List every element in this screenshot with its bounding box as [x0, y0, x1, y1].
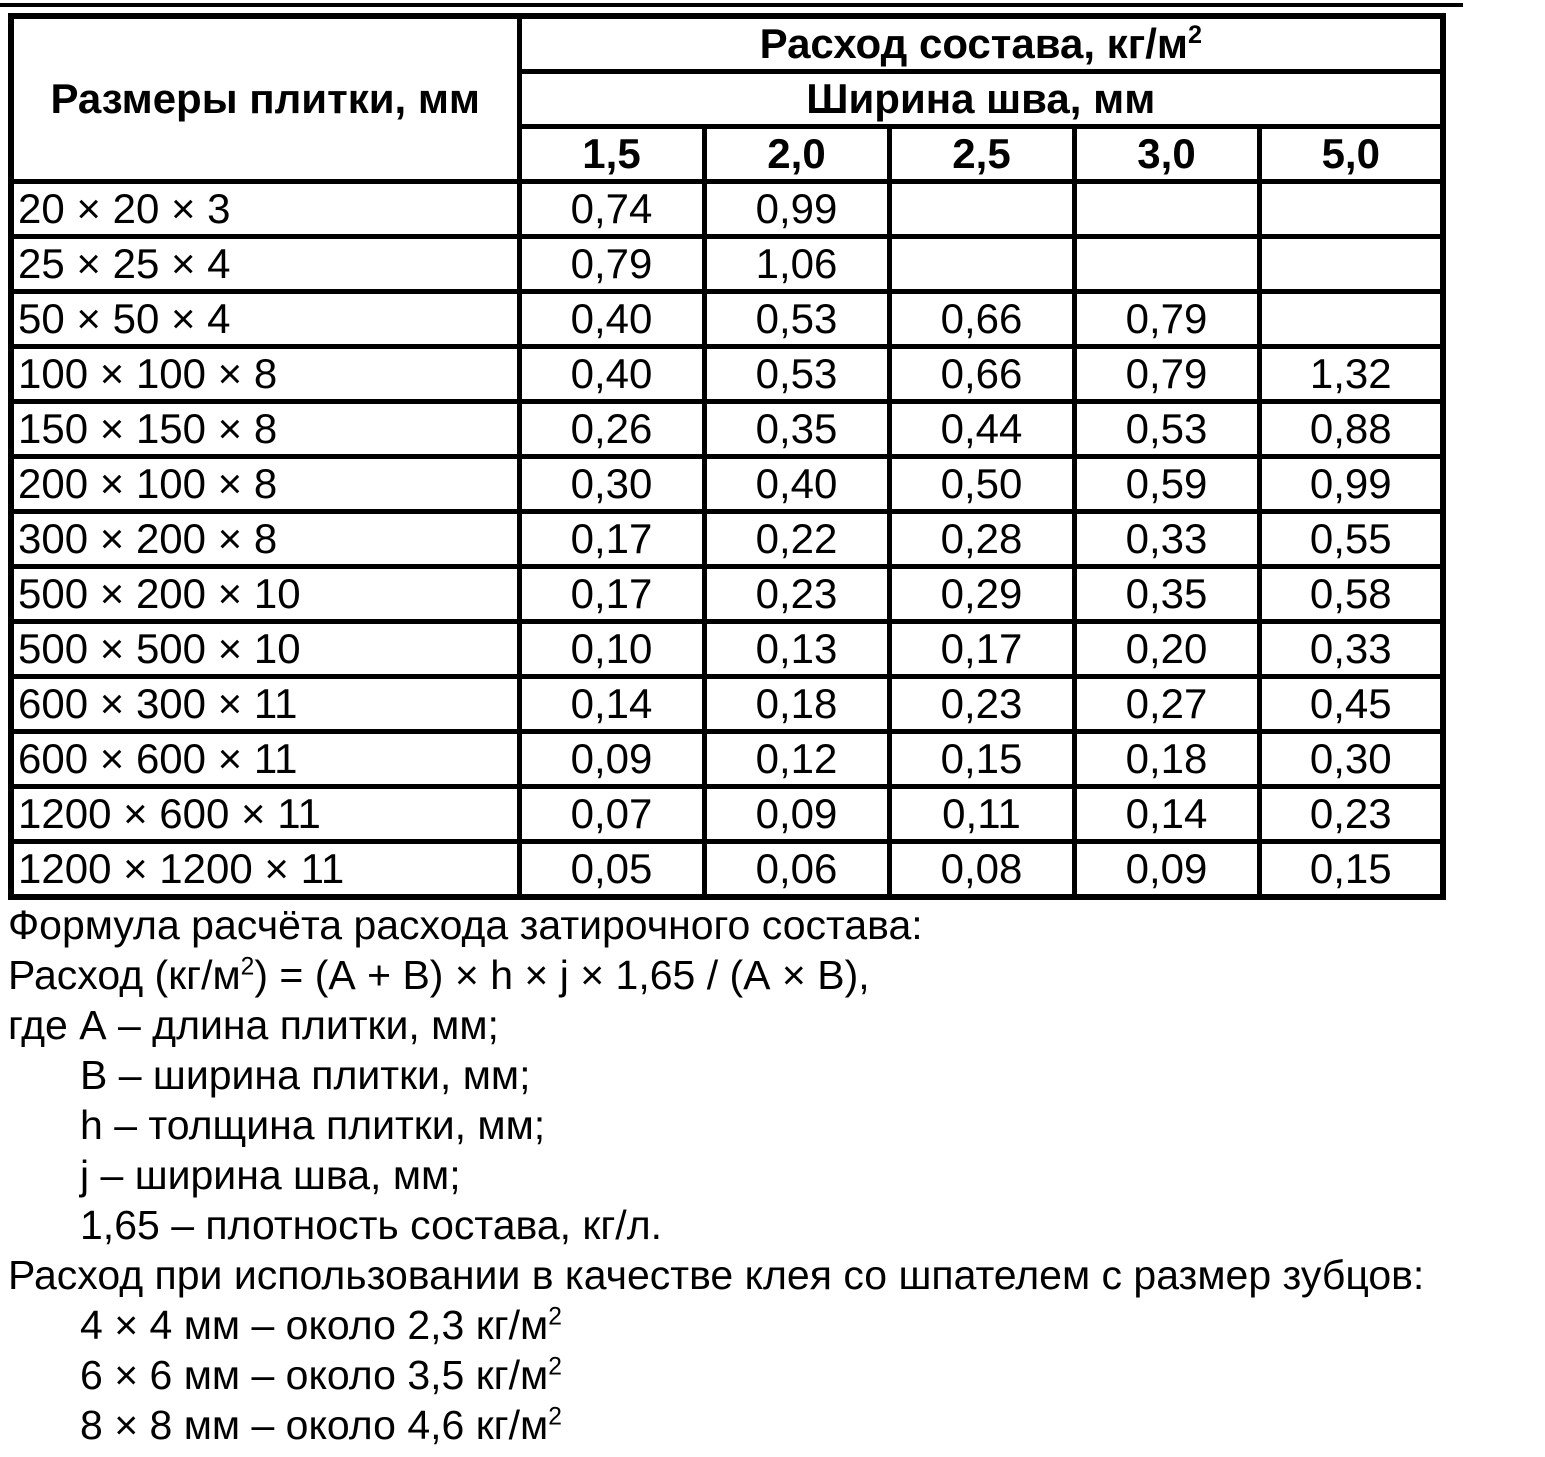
consumption-value: 0,15: [889, 732, 1074, 787]
note-line: [8, 900, 1543, 950]
consumption-value: [1259, 237, 1443, 292]
consumption-value: 0,59: [1074, 457, 1259, 512]
consumption-value: 0,09: [1074, 842, 1259, 898]
note-line: [8, 1100, 1543, 1150]
consumption-value: 0,15: [1259, 842, 1443, 898]
note-line: [8, 1200, 1543, 1250]
note-text: В – ширина плитки, мм;: [80, 1052, 531, 1098]
consumption-value: 1,32: [1259, 347, 1443, 402]
consumption-value: 0,44: [889, 402, 1074, 457]
consumption-value: 0,17: [889, 622, 1074, 677]
consumption-value: 0,18: [704, 677, 889, 732]
table-row: [11, 677, 1443, 732]
note-text: Расход (кг/м: [8, 952, 241, 998]
consumption-value: 0,45: [1259, 677, 1443, 732]
column-header: 2,0: [704, 127, 889, 182]
table-row: [11, 457, 1443, 512]
consumption-value: 0,20: [1074, 622, 1259, 677]
consumption-value: 0,08: [889, 842, 1074, 898]
consumption-value: 0,35: [1074, 567, 1259, 622]
consumption-value: 0,18: [1074, 732, 1259, 787]
note-line: [8, 1300, 1543, 1350]
consumption-value: 0,55: [1259, 512, 1443, 567]
note-line: [8, 1150, 1543, 1200]
consumption-value: 0,33: [1259, 622, 1443, 677]
column-header: 1,5: [519, 127, 704, 182]
consumption-value: 0,09: [519, 732, 704, 787]
table-row: [11, 842, 1443, 898]
top-header: [519, 16, 1443, 72]
consumption-value: 0,30: [1259, 732, 1443, 787]
table-row: [11, 402, 1443, 457]
note-text: Формула расчёта расхода затирочного состава:: [8, 902, 923, 948]
note-text: Расход при использовании в качестве клея со шпателем с размер зубцов:: [8, 1252, 1425, 1298]
corner-header: Размеры плитки, мм: [11, 16, 519, 182]
consumption-value: [1074, 182, 1259, 237]
tile-size-label: 200 × 100 × 8: [11, 457, 519, 512]
consumption-value: 0,14: [519, 677, 704, 732]
tile-size-label: 1200 × 1200 × 11: [11, 842, 519, 898]
consumption-value: 0,10: [519, 622, 704, 677]
note-line: [8, 1000, 1543, 1050]
note-line: [8, 1250, 1543, 1300]
consumption-value: [889, 237, 1074, 292]
consumption-value: 0,14: [1074, 787, 1259, 842]
consumption-value: 0,35: [704, 402, 889, 457]
tile-size-label: 600 × 300 × 11: [11, 677, 519, 732]
footer-notes: [8, 900, 1543, 1450]
consumption-value: 0,40: [704, 457, 889, 512]
note-text: где А – длина плитки, мм;: [8, 1002, 499, 1048]
consumption-value: [1259, 182, 1443, 237]
note-text: h – толщина плитки, мм;: [80, 1102, 546, 1148]
column-header: 2,5: [889, 127, 1074, 182]
table-row: [11, 512, 1443, 567]
note-text: 1,65 – плотность состава, кг/л.: [80, 1202, 663, 1248]
consumption-value: [889, 182, 1074, 237]
consumption-value: 0,53: [1074, 402, 1259, 457]
consumption-value: 0,23: [1259, 787, 1443, 842]
top-horizontal-rule: [0, 3, 1463, 7]
consumption-value: 0,13: [704, 622, 889, 677]
note-line: [8, 1400, 1543, 1450]
tile-size-label: 600 × 600 × 11: [11, 732, 519, 787]
consumption-value: 0,26: [519, 402, 704, 457]
consumption-table: [8, 13, 1446, 900]
consumption-value: 0,06: [704, 842, 889, 898]
superscript: 2: [548, 1353, 562, 1381]
consumption-value: 0,11: [889, 787, 1074, 842]
table-body: [11, 182, 1443, 898]
consumption-value: 0,79: [1074, 347, 1259, 402]
consumption-value: [1259, 292, 1443, 347]
superscript: 2: [548, 1403, 562, 1431]
consumption-value: 0,58: [1259, 567, 1443, 622]
consumption-value: 0,09: [704, 787, 889, 842]
note-text: 6 × 6 мм – около 3,5 кг/м: [80, 1352, 549, 1398]
consumption-value: 0,30: [519, 457, 704, 512]
sub-header: Ширина шва, мм: [519, 72, 1443, 127]
superscript: 2: [240, 953, 255, 981]
consumption-value: 0,05: [519, 842, 704, 898]
table-row: [11, 182, 1443, 237]
table-row: [11, 347, 1443, 402]
consumption-value: 0,17: [519, 512, 704, 567]
consumption-value: [1074, 237, 1259, 292]
note-text: 4 × 4 мм – около 2,3 кг/м: [80, 1302, 549, 1348]
superscript: 2: [548, 1303, 562, 1331]
consumption-value: 0,88: [1259, 402, 1443, 457]
tile-size-label: 50 × 50 × 4: [11, 292, 519, 347]
consumption-value: 1,06: [704, 237, 889, 292]
note-line: [8, 1050, 1543, 1100]
header-row-1: [11, 16, 1443, 72]
note-text: ) = (А + В) × h × j × 1,65 / (А × В),: [254, 952, 870, 998]
table-header: [11, 16, 1443, 182]
table-row: [11, 732, 1443, 787]
note-text: j – ширина шва, мм;: [80, 1152, 461, 1198]
consumption-value: 0,99: [704, 182, 889, 237]
consumption-value: 0,23: [704, 567, 889, 622]
consumption-value: 0,17: [519, 567, 704, 622]
consumption-value: 0,50: [889, 457, 1074, 512]
table-row: [11, 237, 1443, 292]
consumption-value: 0,27: [1074, 677, 1259, 732]
tile-size-label: 25 × 25 × 4: [11, 237, 519, 292]
consumption-value: 0,66: [889, 347, 1074, 402]
consumption-value: 0,99: [1259, 457, 1443, 512]
consumption-value: 0,12: [704, 732, 889, 787]
tile-size-label: 1200 × 600 × 11: [11, 787, 519, 842]
consumption-value: 0,33: [1074, 512, 1259, 567]
table-row: [11, 787, 1443, 842]
superscript: 2: [1187, 21, 1202, 49]
consumption-value: 0,23: [889, 677, 1074, 732]
consumption-value: 0,22: [704, 512, 889, 567]
note-text: 8 × 8 мм – около 4,6 кг/м: [80, 1402, 549, 1448]
consumption-value: 0,79: [1074, 292, 1259, 347]
column-header: 5,0: [1259, 127, 1443, 182]
consumption-value: 0,40: [519, 347, 704, 402]
consumption-value: 0,79: [519, 237, 704, 292]
top-header-text: Расход состава, кг/м: [759, 20, 1188, 67]
consumption-value: 0,66: [889, 292, 1074, 347]
consumption-value: 0,07: [519, 787, 704, 842]
table-row: [11, 292, 1443, 347]
table-row: [11, 567, 1443, 622]
table-row: [11, 622, 1443, 677]
tile-size-label: 500 × 500 × 10: [11, 622, 519, 677]
tile-size-label: 20 × 20 × 3: [11, 182, 519, 237]
consumption-value: 0,53: [704, 292, 889, 347]
tile-size-label: 100 × 100 × 8: [11, 347, 519, 402]
tile-size-label: 150 × 150 × 8: [11, 402, 519, 457]
tile-size-label: 300 × 200 × 8: [11, 512, 519, 567]
tile-size-label: 500 × 200 × 10: [11, 567, 519, 622]
note-line: [8, 1350, 1543, 1400]
column-header: 3,0: [1074, 127, 1259, 182]
consumption-value: 0,53: [704, 347, 889, 402]
consumption-value: 0,40: [519, 292, 704, 347]
consumption-value: 0,29: [889, 567, 1074, 622]
note-line: [8, 950, 1543, 1000]
consumption-value: 0,74: [519, 182, 704, 237]
consumption-value: 0,28: [889, 512, 1074, 567]
